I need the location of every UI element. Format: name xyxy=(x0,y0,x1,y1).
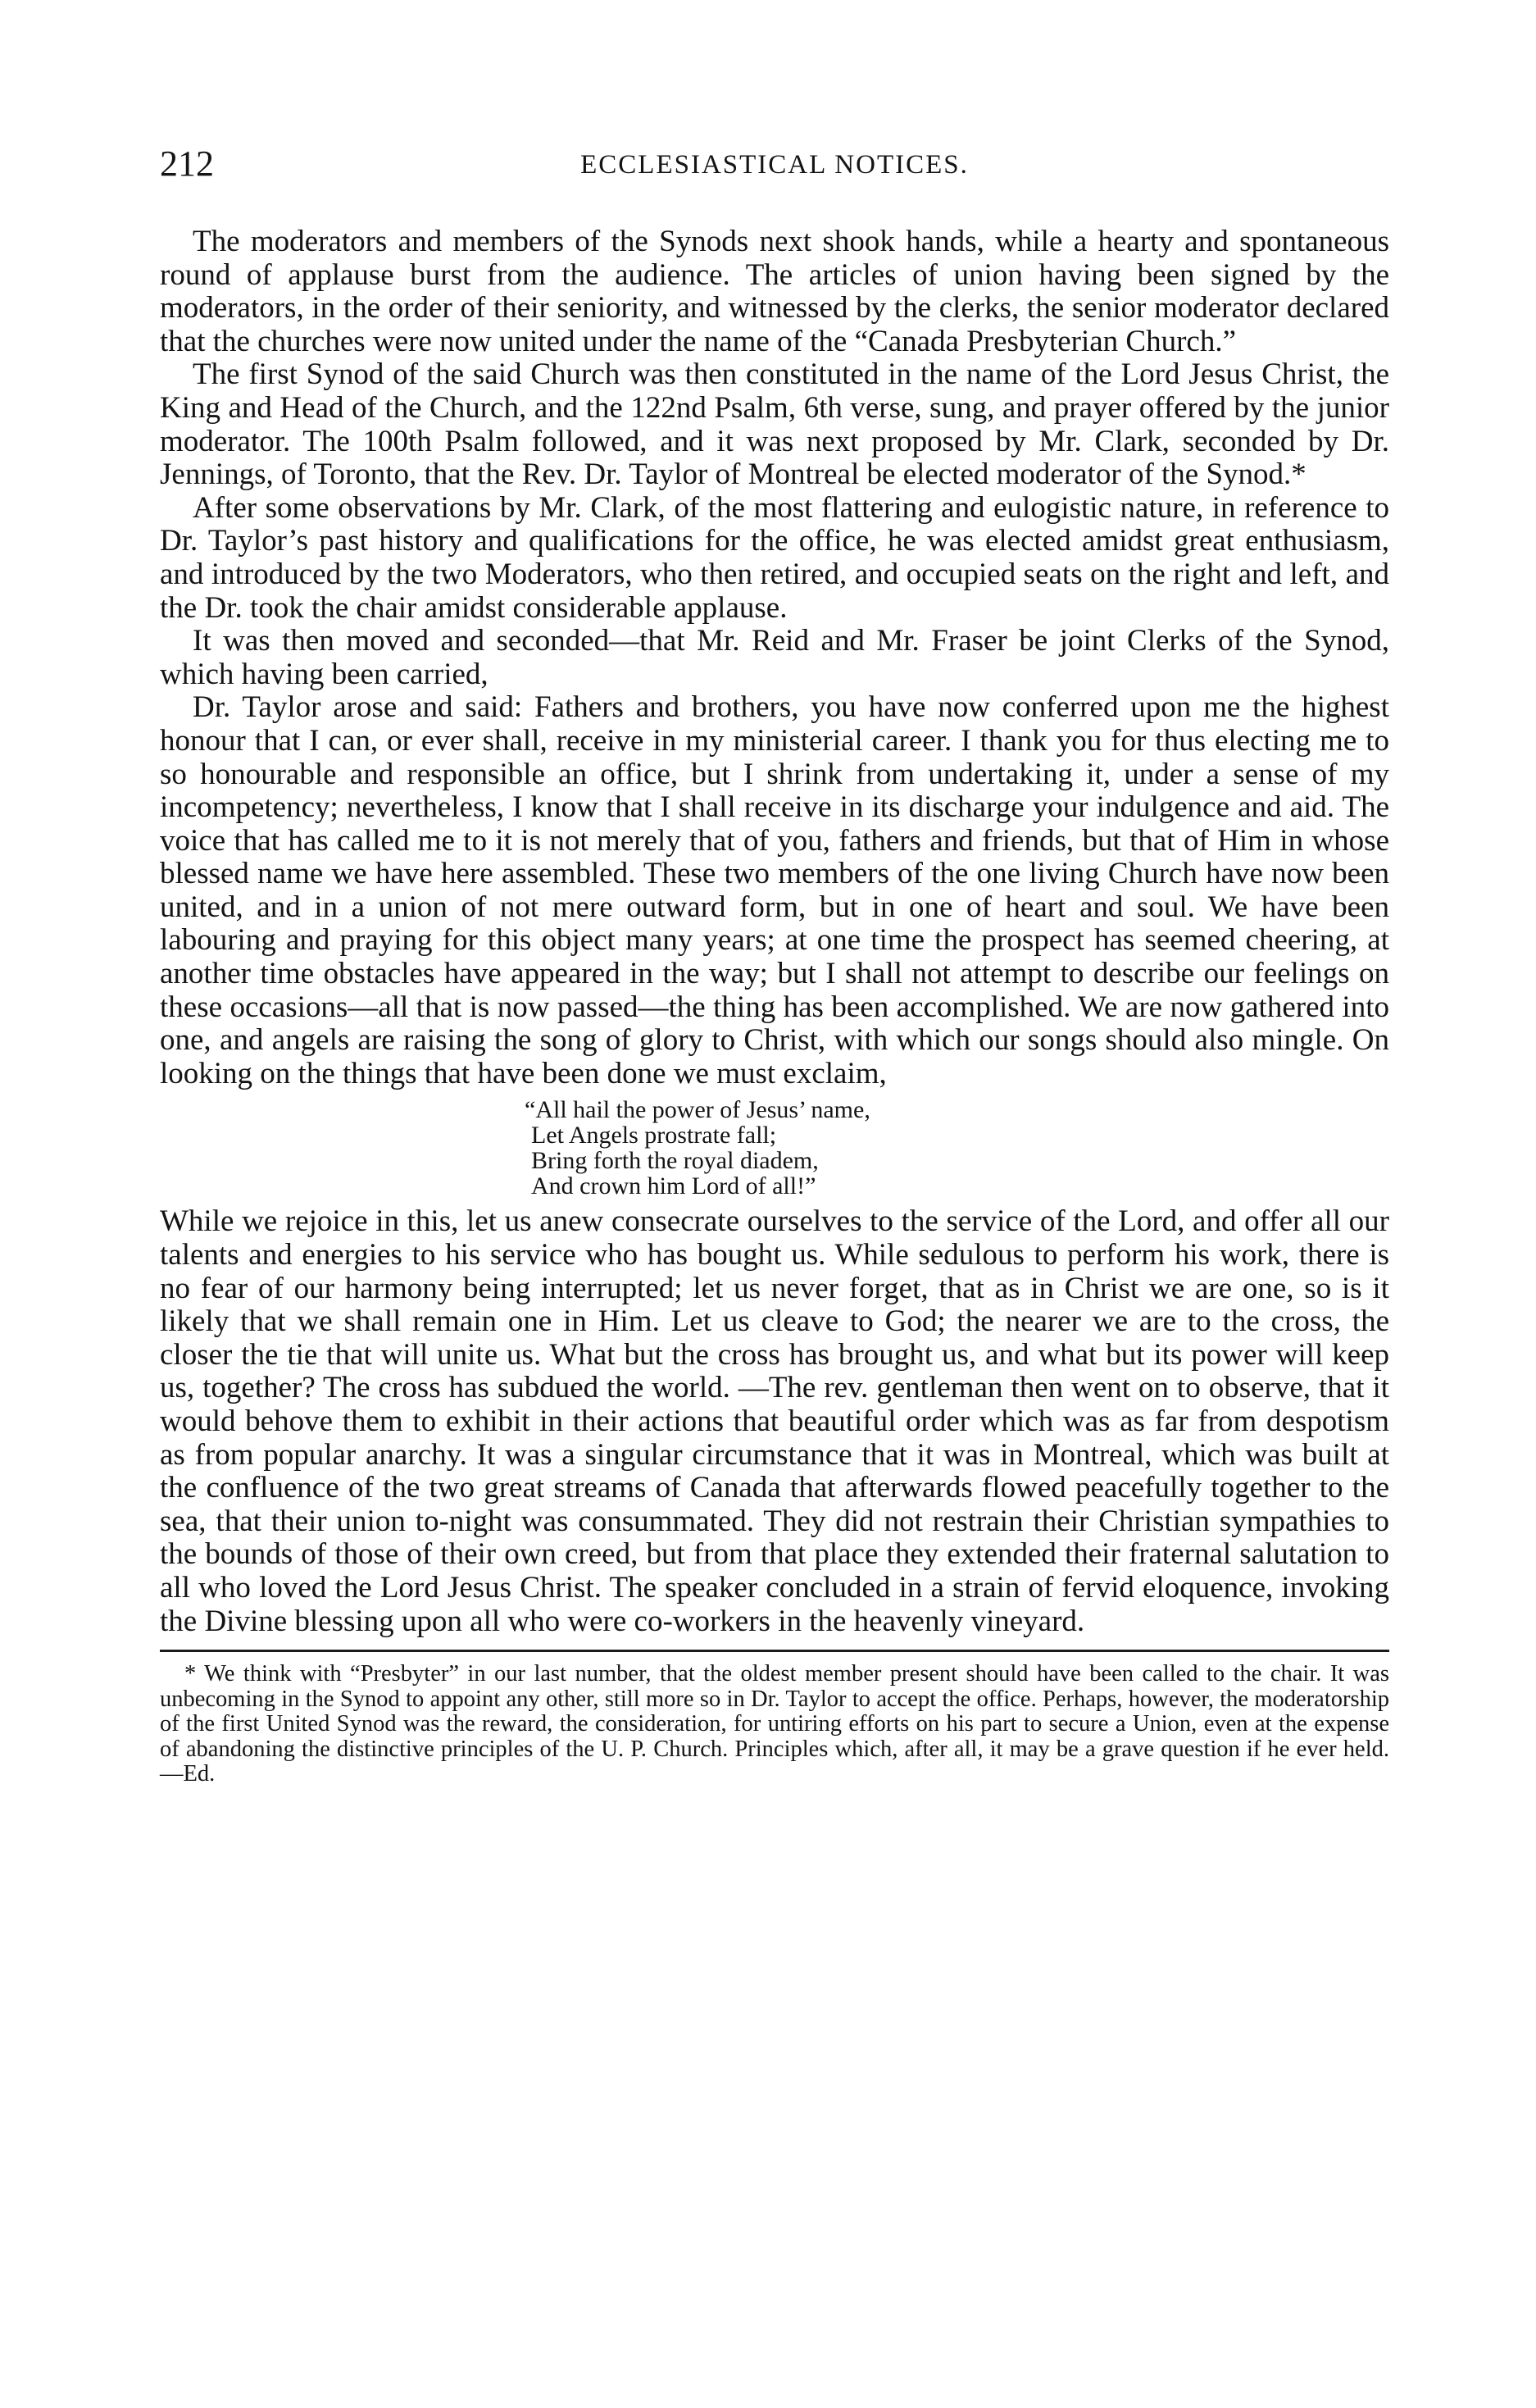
article-body xyxy=(160,225,1389,1638)
page xyxy=(160,143,1389,1787)
hymn-line-4: And crown him Lord of all!” xyxy=(531,1172,816,1200)
hymn-quotation xyxy=(525,1097,1389,1199)
paragraph-6: While we rejoice in this, let us anew consecrate ourselves to the service of the Lord, and offer all our talents and energies to his service who has bought us. While sedulous to perform his work, there is no fear of our harmony being interrupted; let us never forget, that as in Christ we are one, so is it likely that we shall remain one in Him. Let us cleave to God; the nearer we are to the cross, the closer the tie that will unite us. What but the cross has brought us, and what but its power will keep us, together? The cross has subdued the world. —The rev. gentleman then went on to observe, that it would behove them to exhibit in their actions that beautiful order which was as far from despotism as from popular anarchy. It was a singular circumstance that it was in Montreal, which was built at the confluence of the two great streams of Canada that afterwards flowed peacefully together to the sea, that their union to-night was consummated. They did not restrain their Christian sympathies to the bounds of those of their own creed, but from that place they extended their fraternal salutation to all who loved the Lord Jesus Christ. The speaker concluded in a strain of fervid eloquence, invoking the Divine blessing upon all who were co-workers in the heavenly vineyard. xyxy=(160,1204,1389,1638)
paragraph-1: The moderators and members of the Synods next shook hands, while a hearty and spontaneous round of applause burst from the audience. The articles of union having been signed by the moderators, in the order of their seniority, and witnessed by the clerks, the senior moderator declared that the churches were now united under the name of the “Canada Presbyterian Church.” xyxy=(160,225,1389,358)
running-head xyxy=(160,143,1389,193)
paragraph-4: It was then moved and seconded—that Mr. Reid and Mr. Fraser be joint Clerks of the Synod, which having been carried, xyxy=(160,624,1389,691)
footnote xyxy=(160,1662,1389,1787)
paragraph-2: The first Synod of the said Church was then constituted in the name of the Lord Jesus Christ, the King and Head of the Church, and the 122nd Psalm, 6th verse, sung, and prayer offered by the junior moderator. The 100th Psalm followed, and it was next proposed by Mr. Clark, seconded by Dr. Jennings, of Toronto, that the Rev. Dr. Taylor of Montreal be elected moderator of the Synod.* xyxy=(160,357,1389,492)
hymn-line-2: Let Angels prostrate fall; xyxy=(531,1122,777,1149)
running-title: ECCLESIASTICAL NOTICES. xyxy=(580,150,969,180)
paragraph-5: Dr. Taylor arose and said: Fathers and brothers, you have now conferred upon me the highest honour that I can, or ever shall, receive in my ministerial career. I thank you for thus electing me to so honourable and responsible an office, but I shrink from undertaking it, under a sense of my incompetency; nevertheless, I know that I shall receive in its discharge your indulgence and aid. The voice that has called me to it is not merely that of you, fathers and friends, but that of Him in whose blessed name we have here assembled. These two members of the one living Church have now been united, and in a union of not mere outward form, but in one of heart and soul. We have been labouring and praying for this object many years; at one time the prospect has seemed cheering, at another time obstacles have appeared in the way; but I shall not attempt to describe our feelings on these occasions—all that is now passed—the thing has been accomplished. We are now gathered into one, and angels are raising the song of glory to Christ, with which our songs should also mingle. On looking on the things that have been done we must exclaim, xyxy=(160,690,1389,1090)
footnote-divider xyxy=(160,1650,1389,1652)
footnote-text: * We think with “Presbyter” in our last number, that the oldest member present should have been called to the chair. It was unbecoming in the Synod to appoint any other, still more so in Dr. Taylor to accept the office. Perhaps, however, the moderatorship of the first United Synod was the reward, the consideration, for untiring efforts on his part to secure a Union, even at the expense of abandoning the distinctive principles of the U. P. Church. Principles which, after all, it may be a grave question if he ever held.—Ed. xyxy=(160,1661,1389,1787)
hymn-line-3: Bring forth the royal diadem, xyxy=(531,1147,819,1175)
paragraph-3: After some observations by Mr. Clark, of the most flattering and eulogistic nature, in reference to Dr. Taylor’s past history and qualifications for the office, he was elected amidst great enthusiasm, and introduced by the two Moderators, who then retired, and occupied seats on the right and left, and the Dr. took the chair amidst considerable applause. xyxy=(160,490,1389,625)
hymn-line-1: “All hail the power of Jesus’ name, xyxy=(525,1096,870,1124)
page-number: 212 xyxy=(160,143,214,184)
